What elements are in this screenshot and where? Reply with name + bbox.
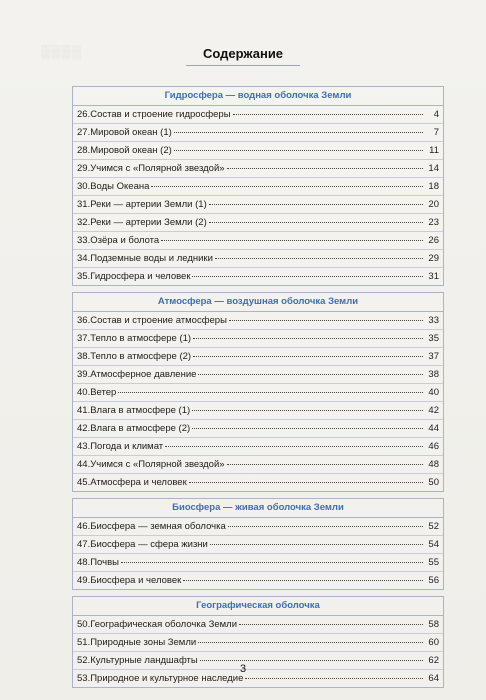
entry-number: 41. bbox=[77, 405, 91, 416]
entry-page-number: 20 bbox=[428, 199, 439, 210]
toc-entry[interactable] bbox=[73, 554, 443, 572]
entry-page-number: 60 bbox=[428, 637, 439, 648]
entry-number: 38. bbox=[77, 351, 91, 362]
entry-number: 31. bbox=[77, 199, 91, 210]
title-underline bbox=[186, 65, 300, 66]
toc-entry[interactable] bbox=[73, 106, 443, 124]
toc-entry[interactable] bbox=[73, 232, 443, 250]
dot-leader bbox=[228, 517, 423, 527]
entry-title: Культурные ландшафты bbox=[90, 655, 198, 666]
entry-title: Погода и климат bbox=[90, 441, 164, 452]
toc-entry[interactable] bbox=[73, 536, 443, 554]
entry-number: 33. bbox=[77, 235, 91, 246]
entry-number: 27. bbox=[77, 127, 91, 138]
entry-number: 39. bbox=[77, 369, 91, 380]
bleed-through-text: ▒▒▒▒ bbox=[40, 44, 81, 59]
entry-number: 30. bbox=[77, 181, 91, 192]
dot-leader bbox=[239, 615, 423, 625]
entry-page-number: 31 bbox=[428, 271, 439, 282]
dot-leader bbox=[192, 401, 423, 411]
entry-page-number: 18 bbox=[428, 181, 439, 192]
entry-title: Воды Океана bbox=[90, 181, 150, 192]
entry-title: Состав и строение гидросферы bbox=[90, 109, 231, 120]
entry-page-number: 52 bbox=[428, 521, 439, 532]
entry-title: Биосфера — земная оболочка bbox=[90, 521, 226, 532]
dot-leader bbox=[193, 329, 423, 339]
dot-leader bbox=[193, 347, 423, 357]
entry-page-number: 42 bbox=[428, 405, 439, 416]
entry-number: 50. bbox=[77, 619, 91, 630]
dot-leader bbox=[209, 213, 423, 223]
entry-page-number: 4 bbox=[433, 109, 439, 120]
toc-entry[interactable] bbox=[73, 572, 443, 589]
entry-number: 49. bbox=[77, 575, 91, 586]
entry-number: 52. bbox=[77, 655, 91, 666]
dot-leader bbox=[174, 123, 423, 133]
entry-title: Биосфера — сфера жизни bbox=[90, 539, 208, 550]
dot-leader bbox=[200, 651, 423, 661]
entry-title: Ветер bbox=[90, 387, 117, 398]
entry-page-number: 55 bbox=[428, 557, 439, 568]
entry-title: Влага в атмосфере (2) bbox=[90, 423, 191, 434]
toc-entry[interactable] bbox=[73, 634, 443, 652]
entry-title: Природное и культурное наследие bbox=[90, 673, 244, 684]
entry-title: Учимся с «Полярной звездой» bbox=[90, 459, 225, 470]
entry-page-number: 50 bbox=[428, 477, 439, 488]
entry-page-number: 62 bbox=[428, 655, 439, 666]
entry-page-number: 29 bbox=[428, 253, 439, 264]
entry-page-number: 37 bbox=[428, 351, 439, 362]
toc-entry[interactable] bbox=[73, 438, 443, 456]
dot-leader bbox=[161, 231, 423, 241]
entry-number: 43. bbox=[77, 441, 91, 452]
entry-title: Учимся с «Полярной звездой» bbox=[90, 163, 225, 174]
entry-page-number: 64 bbox=[428, 673, 439, 684]
section-heading: Атмосфера — воздушная оболочка Земли bbox=[73, 293, 443, 312]
entry-title: Озёра и болота bbox=[90, 235, 160, 246]
dot-leader bbox=[121, 553, 423, 563]
dot-leader bbox=[189, 473, 423, 483]
dot-leader bbox=[198, 365, 423, 375]
toc-entry[interactable] bbox=[73, 616, 443, 634]
entry-title: Географическая оболочка Земли bbox=[90, 619, 238, 630]
toc-entry[interactable] bbox=[73, 366, 443, 384]
toc-entry[interactable] bbox=[73, 474, 443, 491]
entry-page-number: 26 bbox=[428, 235, 439, 246]
dot-leader bbox=[229, 311, 423, 321]
toc-entry[interactable] bbox=[73, 456, 443, 474]
entry-number: 45. bbox=[77, 477, 91, 488]
toc-entry[interactable] bbox=[73, 384, 443, 402]
entry-page-number: 38 bbox=[428, 369, 439, 380]
toc-entry[interactable] bbox=[73, 348, 443, 366]
entry-title: Мировой океан (1) bbox=[90, 127, 172, 138]
toc-entry[interactable] bbox=[73, 214, 443, 232]
entry-page-number: 58 bbox=[428, 619, 439, 630]
toc-entry[interactable] bbox=[73, 518, 443, 536]
entry-number: 28. bbox=[77, 145, 91, 156]
entry-page-number: 44 bbox=[428, 423, 439, 434]
entry-title: Почвы bbox=[90, 557, 119, 568]
entry-title: Природные зоны Земли bbox=[90, 637, 197, 648]
entry-number: 32. bbox=[77, 217, 91, 228]
entry-title: Гидросфера и человек bbox=[90, 271, 191, 282]
page-title: Содержание bbox=[202, 46, 284, 61]
toc-entry[interactable] bbox=[73, 178, 443, 196]
page-number: 3 bbox=[239, 663, 247, 675]
entry-number: 42. bbox=[77, 423, 91, 434]
toc-entry[interactable] bbox=[73, 196, 443, 214]
toc-entry[interactable] bbox=[73, 142, 443, 160]
dot-leader bbox=[174, 141, 423, 151]
entry-title: Атмосферное давление bbox=[90, 369, 197, 380]
section-heading: Биосфера — живая оболочка Земли bbox=[73, 499, 443, 518]
entry-title: Влага в атмосфере (1) bbox=[90, 405, 191, 416]
toc-entry[interactable] bbox=[73, 330, 443, 348]
toc-entry[interactable] bbox=[73, 124, 443, 142]
entry-number: 40. bbox=[77, 387, 91, 398]
dot-leader bbox=[210, 535, 423, 545]
entry-page-number: 23 bbox=[428, 217, 439, 228]
dot-leader bbox=[192, 267, 423, 277]
dot-leader bbox=[227, 455, 423, 465]
entry-page-number: 54 bbox=[428, 539, 439, 550]
section-heading: Географическая оболочка bbox=[73, 597, 443, 616]
entry-title: Реки — артерии Земли (1) bbox=[90, 199, 207, 210]
toc-section bbox=[72, 86, 444, 286]
entry-number: 47. bbox=[77, 539, 91, 550]
entry-page-number: 48 bbox=[428, 459, 439, 470]
toc-entry[interactable] bbox=[73, 420, 443, 438]
entry-title: Тепло в атмосфере (2) bbox=[90, 351, 192, 362]
dot-leader bbox=[151, 177, 423, 187]
entry-title: Подземные воды и ледники bbox=[90, 253, 213, 264]
entry-number: 46. bbox=[77, 521, 91, 532]
dot-leader bbox=[165, 437, 423, 447]
entry-title: Мировой океан (2) bbox=[90, 145, 172, 156]
dot-leader bbox=[192, 419, 423, 429]
entry-title: Атмосфера и человек bbox=[90, 477, 187, 488]
toc-section bbox=[72, 498, 444, 590]
toc-entry[interactable] bbox=[73, 268, 443, 285]
toc-entry[interactable] bbox=[73, 250, 443, 268]
entry-title: Биосфера и человек bbox=[90, 575, 182, 586]
entry-number: 51. bbox=[77, 637, 91, 648]
entry-page-number: 7 bbox=[433, 127, 439, 138]
dot-leader bbox=[209, 195, 423, 205]
entry-number: 37. bbox=[77, 333, 91, 344]
entry-page-number: 33 bbox=[428, 315, 439, 326]
entry-number: 26. bbox=[77, 109, 91, 120]
entry-number: 35. bbox=[77, 271, 91, 282]
entry-page-number: 40 bbox=[428, 387, 439, 398]
dot-leader bbox=[227, 159, 423, 169]
toc-entry[interactable] bbox=[73, 402, 443, 420]
entry-number: 36. bbox=[77, 315, 91, 326]
entry-number: 44. bbox=[77, 459, 91, 470]
toc-section bbox=[72, 292, 444, 492]
section-heading: Гидросфера — водная оболочка Земли bbox=[73, 87, 443, 106]
entry-number: 53. bbox=[77, 673, 91, 684]
dot-leader bbox=[215, 249, 423, 259]
entry-title: Состав и строение атмосферы bbox=[90, 315, 227, 326]
entry-title: Тепло в атмосфере (1) bbox=[90, 333, 192, 344]
dot-leader bbox=[198, 633, 423, 643]
table-of-contents bbox=[72, 86, 444, 694]
entry-page-number: 56 bbox=[428, 575, 439, 586]
dot-leader bbox=[233, 105, 423, 115]
dot-leader bbox=[118, 383, 423, 393]
entry-page-number: 14 bbox=[428, 163, 439, 174]
toc-entry[interactable] bbox=[73, 312, 443, 330]
entry-number: 34. bbox=[77, 253, 91, 264]
entry-page-number: 11 bbox=[429, 145, 439, 156]
entry-title: Реки — артерии Земли (2) bbox=[90, 217, 207, 228]
toc-entry[interactable] bbox=[73, 160, 443, 178]
entry-page-number: 35 bbox=[428, 333, 439, 344]
dot-leader bbox=[183, 571, 423, 581]
entry-number: 48. bbox=[77, 557, 91, 568]
entry-page-number: 46 bbox=[428, 441, 439, 452]
entry-number: 29. bbox=[77, 163, 91, 174]
